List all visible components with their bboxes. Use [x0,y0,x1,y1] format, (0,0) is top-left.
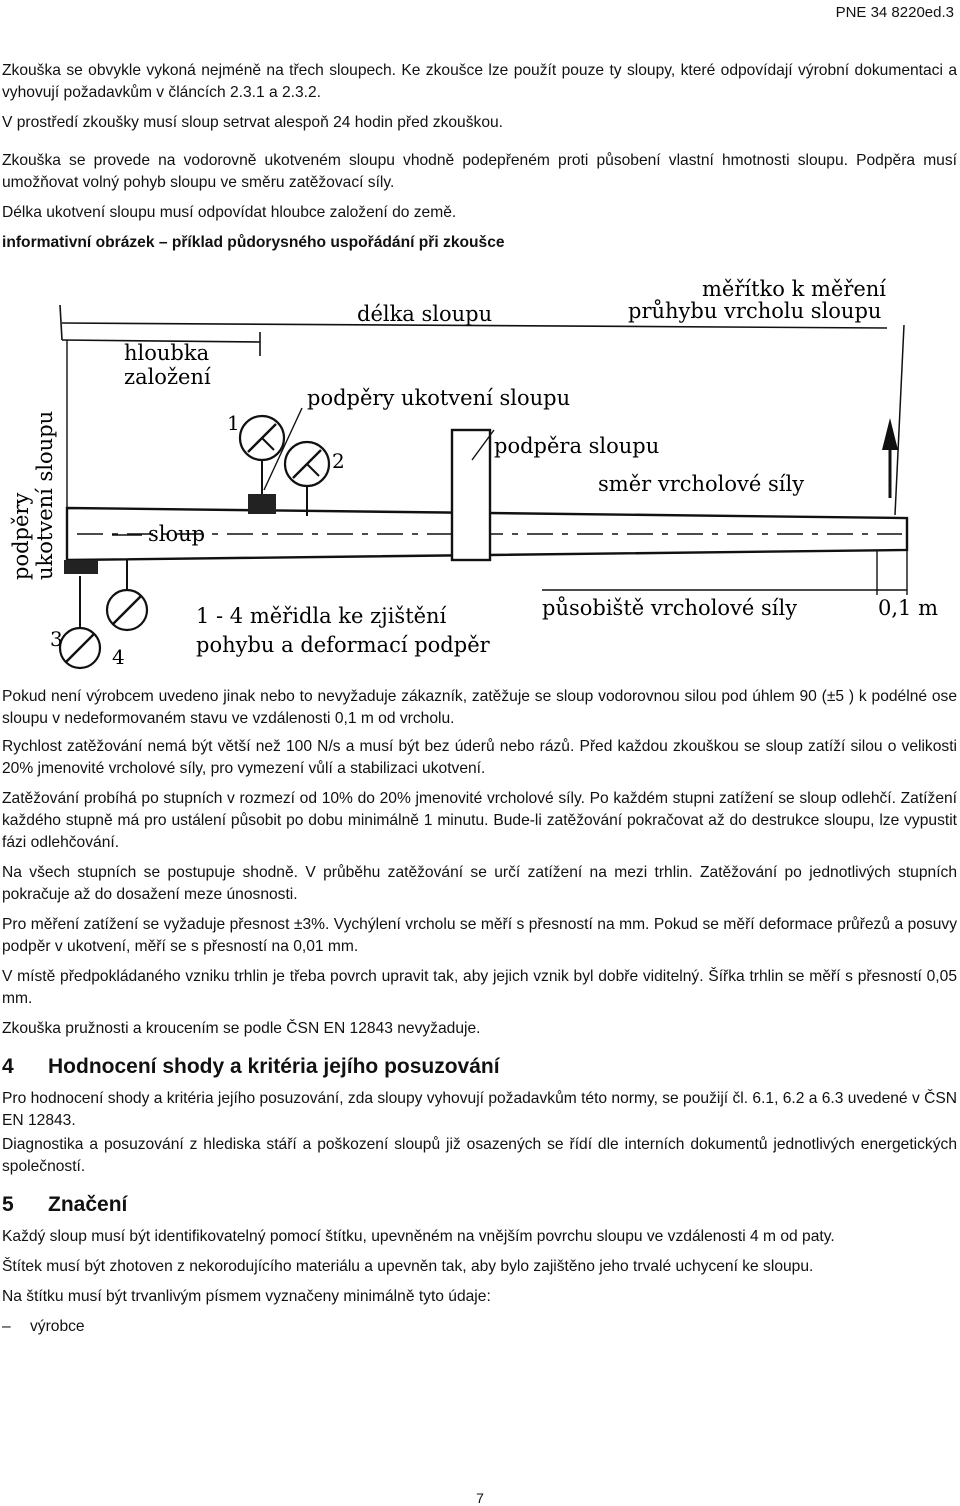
gauge-4 [107,560,147,630]
label-distance: 0,1 m [878,596,938,620]
scale-pointer [895,325,904,515]
figure-caption: informativní obrázek – příklad půdorysného uspořádání při zkoušce [2,234,505,251]
pole-support-block [452,430,490,560]
document-id: PNE 34 8220ed.3 [835,4,954,21]
test-layout-diagram [2,260,957,680]
section-5-number: 5 [2,1193,14,1216]
section-4-title: Hodnocení shody a kritéria jejího posuzování [48,1055,500,1078]
anchor-support-bottom [64,560,98,574]
label-depth-2: založení [124,365,211,389]
label-vertical-2: ukotvení sloupu [33,410,57,580]
label-depth-1: hloubka [124,341,210,365]
label-gauges-1: 1 - 4 měřidla ke zjištění [196,604,447,628]
label-anchor-supports: podpěry ukotvení sloupu [307,386,571,410]
label-vertical-1: podpěry [9,492,33,580]
section-5-paragraph-3: Na štítku musí být trvanlivým písmem vyznačeny minimálně tyto údaje: [2,1288,491,1305]
section-5-heading [2,1192,957,1218]
section-5-title: Značení [48,1193,128,1216]
section-4-paragraph-2: Diagnostika a posuzování z hlediska stáří a poškození sloupů již osazených se řídí dle interních dokumentů jednotlivých energetických společností. [2,1136,957,1175]
section-4-paragraph-1: Pro hodnocení shody a kritéria jejího posuzování, zda sloupy vyhovují požadavkům této normy, se použijí čl. 6.1, 6.2 a 6.3 uvedené v ČSN EN 12843. [2,1090,957,1129]
page-content [2,60,957,1338]
list-item-text: výrobce [30,1318,85,1335]
label-gauge-3: 3 [50,627,63,651]
body-paragraph-1: Pokud není výrobcem uvedeno jinak nebo to nevyžaduje zákazník, zatěžuje se sloup vodorovnou silou pod úhlem 90 (±5 ) k podélné ose sloupu v nedeformovaném stavu ve vzdálenosti 0,1 m od vrcholu. [2,688,957,727]
label-gauge-1: 1 [227,411,240,435]
section-5-paragraph-1: Každý sloup musí být identifikovatelný pomocí štítku, upevněném na vnějším povrchu sloupu ve vzdálenosti 4 m od paty. [2,1228,835,1245]
anchor-support-top [248,494,276,514]
body-paragraph-4: Na všech stupních se postupuje shodně. V průběhu zatěžování se určí zatížení na mezi trhlin. Zatěžování po jednotlivých stupních pokračuje až do dosažení meze únosnosti. [2,864,957,903]
gauge-3 [60,576,100,668]
section-4-heading [2,1054,957,1080]
list-item [2,1316,957,1338]
label-pole-length: délka sloupu [357,302,493,326]
intro-paragraph-1: Zkouška se obvykle vykoná nejméně na třech sloupech. Ke zkoušce lze použít pouze ty sloupy, které odpovídají výrobní dokumentaci a vyhovují požadavkům v článcích 2.3.1 a 2.3.2. [2,62,957,101]
intro-paragraph-3: Zkouška se provede na vodorovně ukotveném sloupu vhodně podepřeném proti působení vlastní hmotnosti sloupu. Podpěra musí umožňovat volný pohyb sloupu ve směru zatěžovací síly. [2,152,957,191]
label-gauge-4: 4 [112,645,125,669]
page-number: 7 [476,1490,484,1506]
section-5-paragraph-2: Štítek musí být zhotoven z nekorodujícího materiálu a upevněn tak, aby bylo zajištěno jeho trvalé uchycení ke sloupu. [2,1258,814,1275]
label-gauges-2: pohybu a deformací podpěr [196,633,490,657]
pole-length-tick-left [60,305,62,340]
label-gauge-2: 2 [332,449,345,473]
label-force-direction: směr vrcholové síly [598,472,805,496]
body-paragraph-5: Pro měření zatížení se vyžaduje přesnost ±3%. Vychýlení vrcholu se měří s přesností na mm. Pokud se měří deformace průřezů a posuvy podpěr v ukotvení, měří se s přesností na 0,01 mm. [2,916,957,955]
gauge-2 [285,442,329,516]
label-scale-1: měřítko k měření [702,277,887,301]
body-paragraph-2: Rychlost zatěžování nemá být větší než 100 N/s a musí být bez úderů nebo rázů. Před každou zkouškou se sloup zatíží silou o velikosti 20% jmenovité vrcholové síly, pro vymezení vůlí a stabilizaci ukotvení. [2,738,957,777]
force-arrow-head [882,418,898,450]
list-dash: – [2,1318,11,1335]
label-scale-2: průhybu vrcholu sloupu [628,299,882,323]
section-4-number: 4 [2,1055,14,1078]
label-pole: sloup [148,522,206,546]
label-pole-support: podpěra sloupu [494,434,660,458]
label-force-point: působiště vrcholové síly [542,596,798,620]
intro-paragraph-4: Délka ukotvení sloupu musí odpovídat hloubce založení do země. [2,204,457,221]
gauge-1 [240,416,284,494]
body-paragraph-3: Zatěžování probíhá po stupních v rozmezí od 10% do 20% jmenovité vrcholové síly. Po každém stupni zatížení se sloup odlehčí. Zatížení každého stupně má pro ustálení působit po dobu minimálně 1 minutu. Bude-li zatěžování pokračovat až do destrukce sloupu, lze vypustit fázi odlehčování. [2,790,957,851]
body-paragraph-6: V místě předpokládaného vzniku trhlin je třeba povrch upravit tak, aby jejich vznik byl dobře viditelný. Šířka trhlin se měří s přesností 0,05 mm. [2,968,957,1007]
test-layout-figure [2,260,957,680]
intro-paragraph-2: V prostředí zkoušky musí sloup setrvat alespoň 24 hodin před zkouškou. [2,114,504,131]
body-paragraph-7: Zkouška pružnosti a kroucením se podle ČSN EN 12843 nevyžaduje. [2,1020,481,1037]
